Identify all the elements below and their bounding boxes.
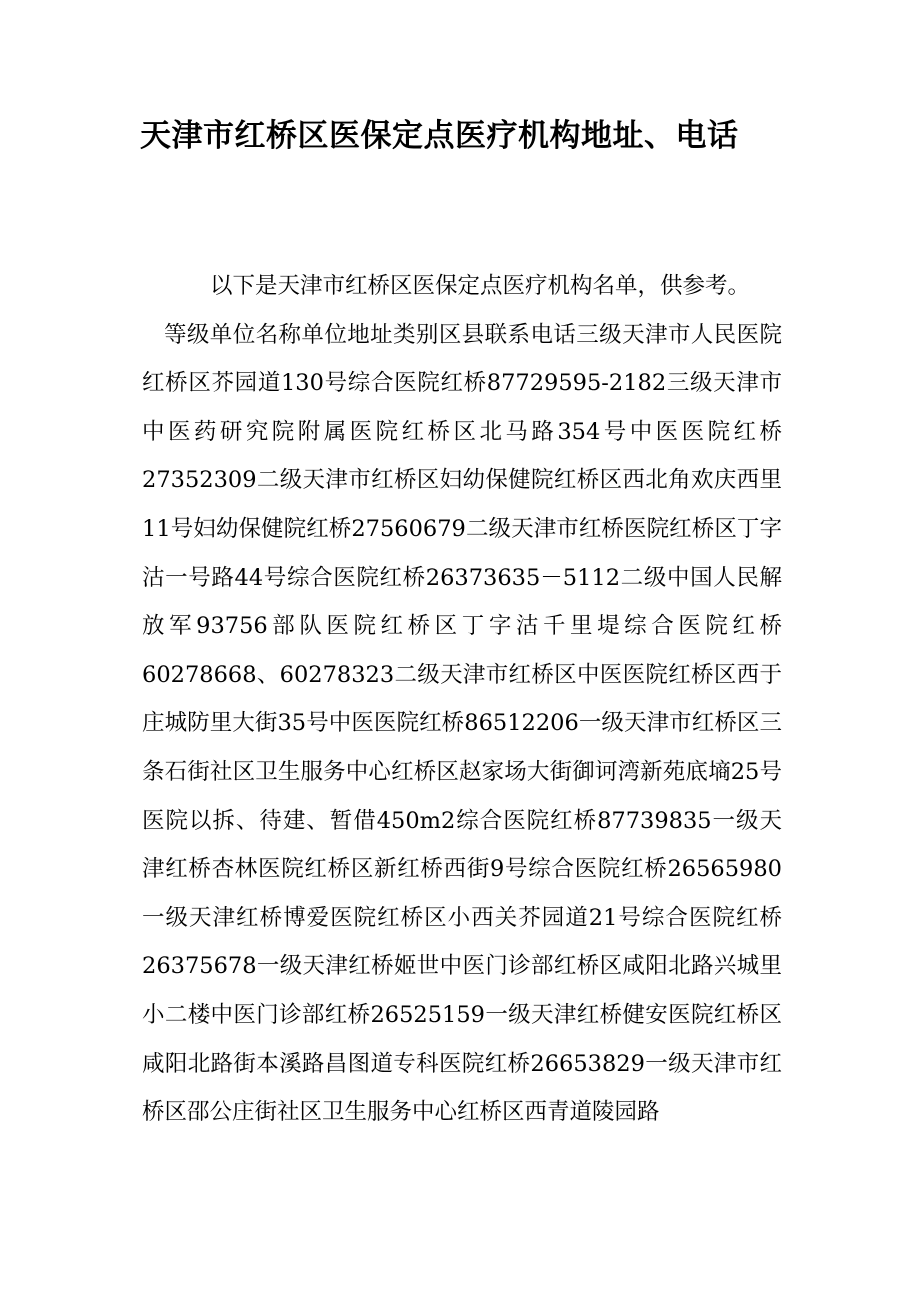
document-title: 天津市红桥区医保定点医疗机构地址、电话 (140, 118, 739, 154)
document-body (142, 262, 782, 1137)
intro-paragraph: 以下是天津市红桥区医保定点医疗机构名单，供参考。 (210, 273, 751, 299)
institution-listing-paragraph: 等级单位名称单位地址类别区县联系电话三级天津市人民医院红桥区芥园道130号综合医院红桥87729595-2182三级天津市中医药研究院附属医院红桥区北马路354号中医医院红桥27352309二级天津市红桥区妇幼保健院红桥区西北角欢庆西里11号妇幼保健院红桥27560679二级天津市红桥医院红桥区丁字沽一号路44号综合医院红桥26373635－5112二级中国人民解放军93756部队医院红桥区丁字沽千里堤综合医院红桥60278668、60278323二级天津市红桥区中医医院红桥区西于庄城防里大街35号中医医院红桥86512206一级天津市红桥区三条石街社区卫生服务中心红桥区赵家场大街御诃湾新苑底墒25号医院以拆、待建、暂借450m2综合医院红桥87739835一级天津红桥杏林医院红桥区新红桥西街9号综合医院红桥26565980一级天津红桥博爱医院红桥区小西关芥园道21号综合医院红桥26375678一级天津红桥姬世中医门诊部红桥区咸阳北路兴城里小二楼中医门诊部红桥26525159一级天津红桥健安医院红桥区咸阳北路街本溪路昌图道专科医院红桥26653829一级天津市红桥区邵公庄街社区卫生服务中心红桥区西青道陵园路 (142, 321, 782, 1126)
